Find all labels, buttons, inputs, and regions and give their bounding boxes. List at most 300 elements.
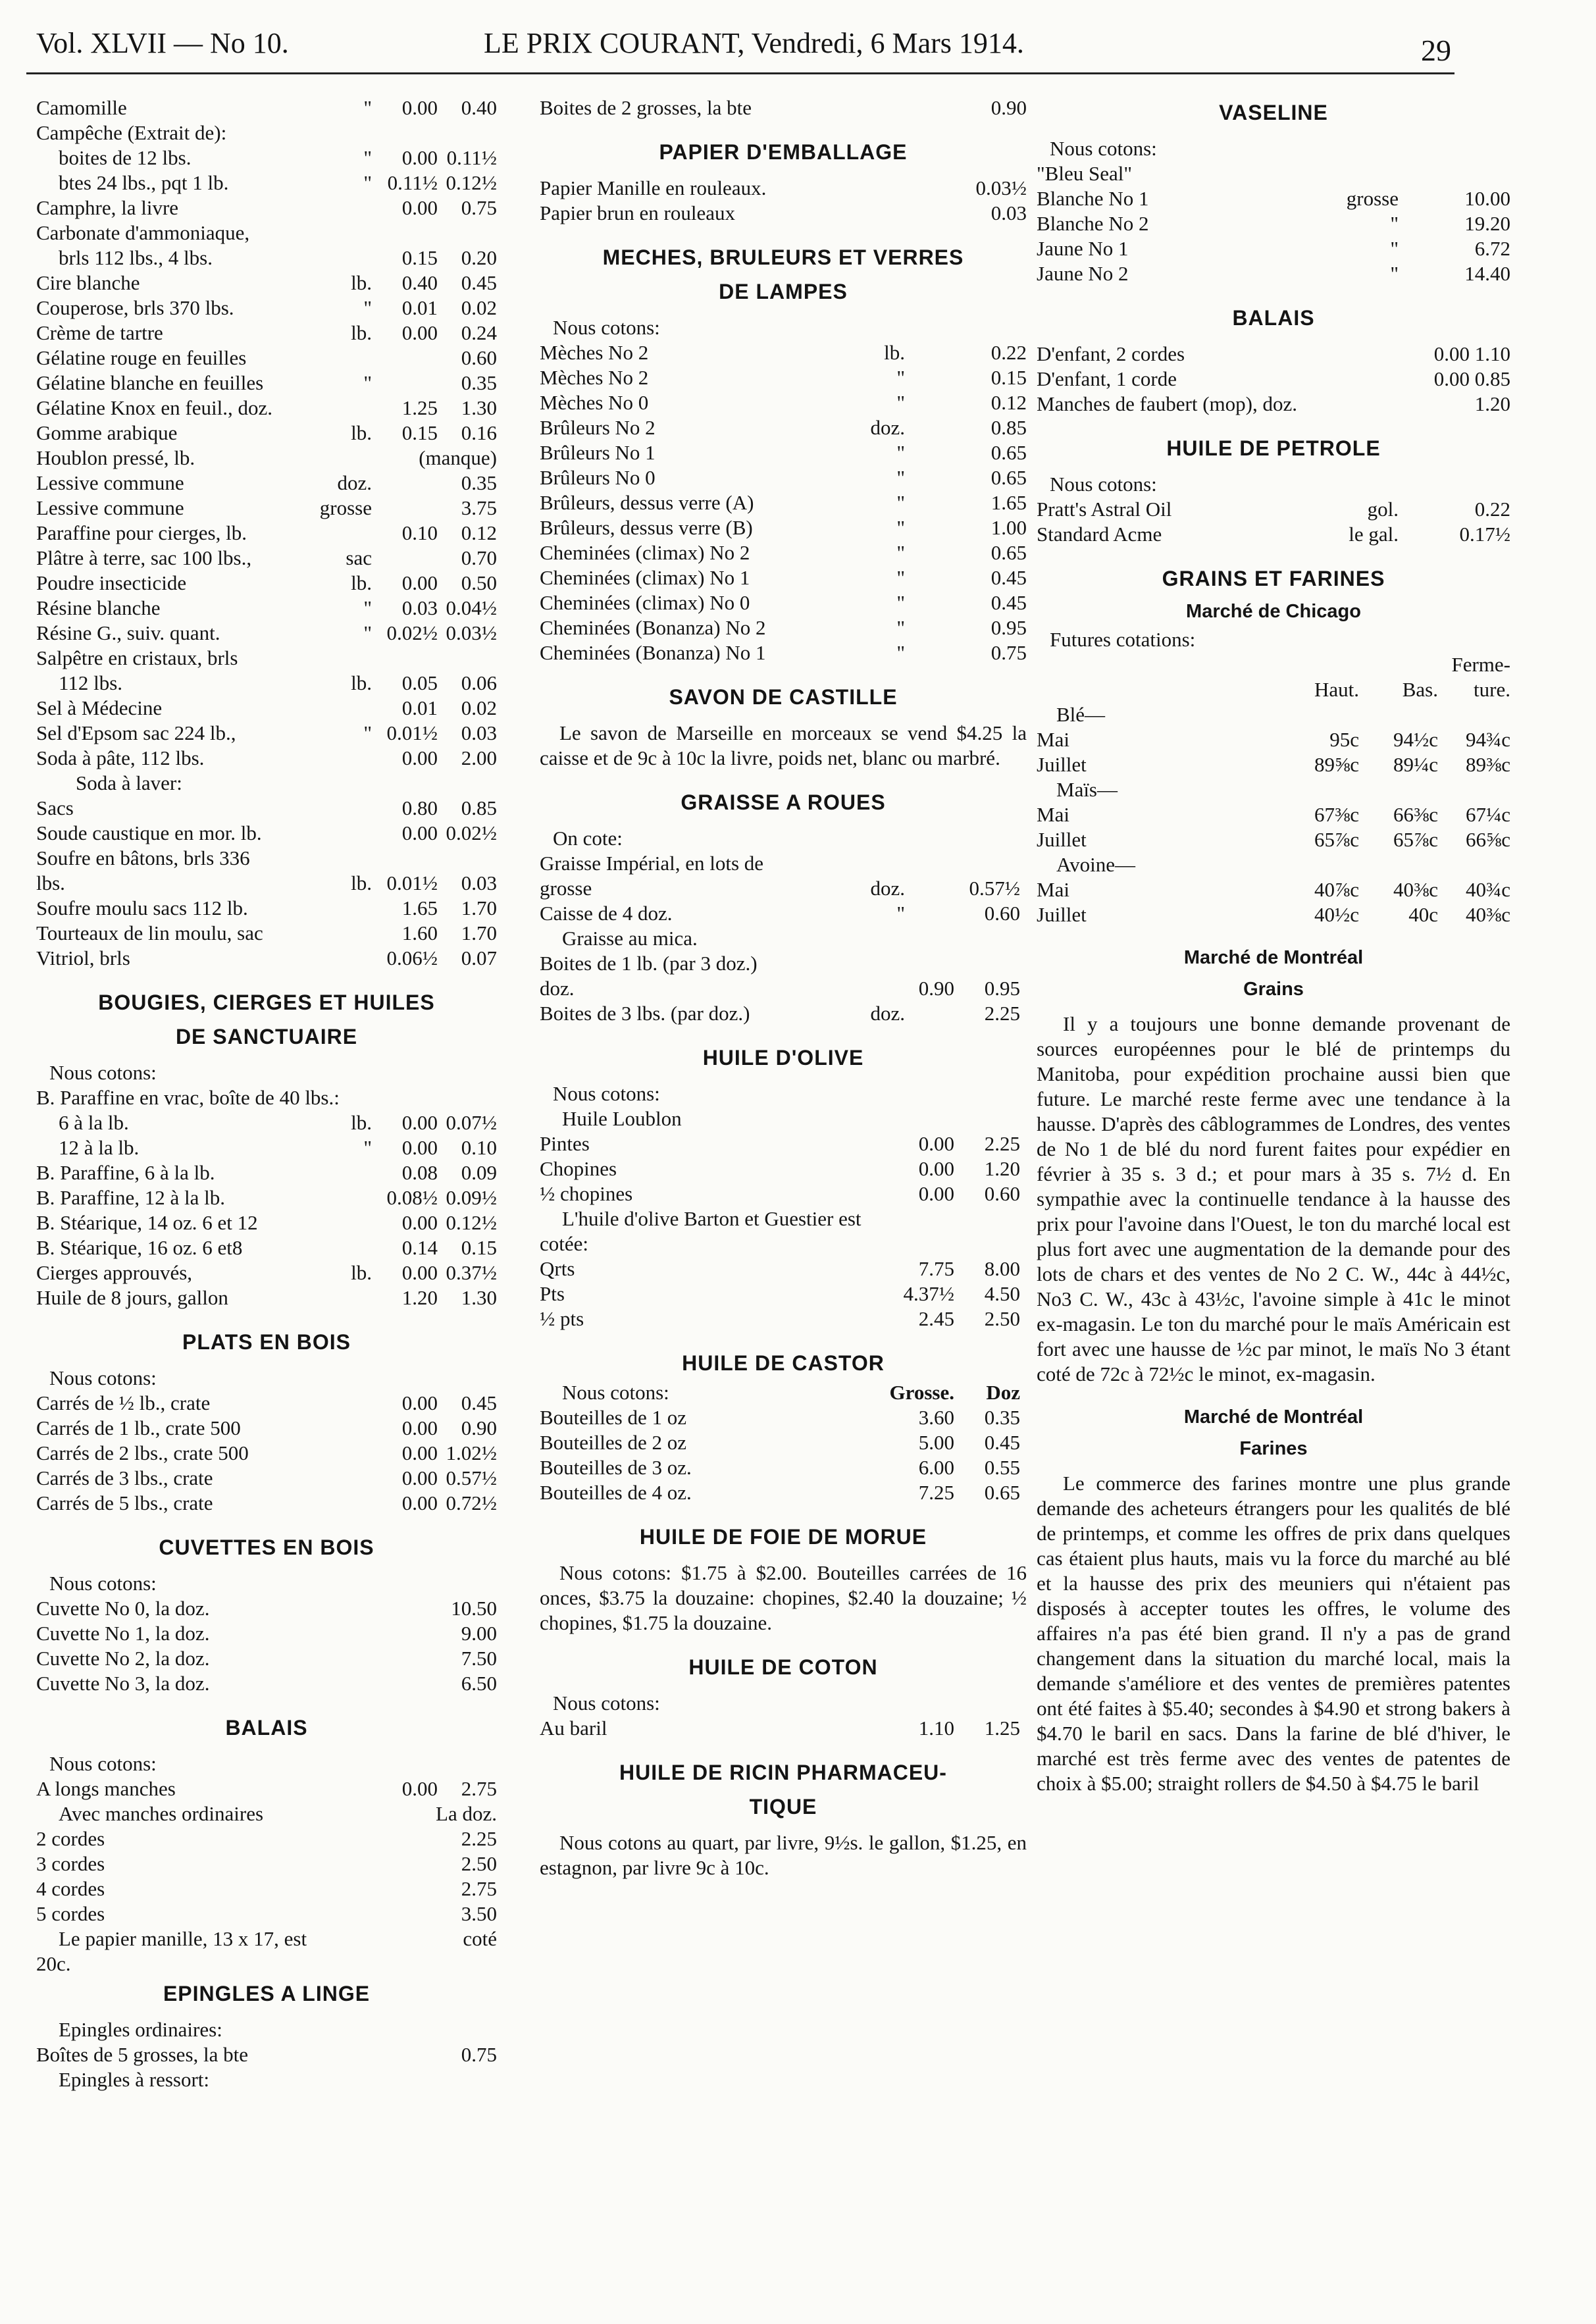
item-price: 0.15	[991, 366, 1027, 389]
item-price: 10.50	[451, 1597, 497, 1620]
item-price: 0.00	[401, 96, 438, 119]
item-label: Cheminées (climax) No 0	[540, 591, 750, 614]
price-row	[36, 2067, 497, 2092]
price-row	[36, 521, 497, 546]
item-label: Carrés de 2 lbs., crate 500	[36, 1441, 249, 1464]
item-price: 2.45	[918, 1307, 954, 1330]
item-label: 2 cordes	[36, 1827, 105, 1850]
item-price: 0.03½	[975, 176, 1027, 199]
item-label: Jaune No 1	[1037, 237, 1129, 260]
item-label: Boites de 2 grosses, la bte	[540, 96, 752, 119]
item-price: 0.00	[401, 1777, 438, 1800]
item-label: Pratt's Astral Oil	[1037, 498, 1172, 521]
item-price: 0.85	[461, 796, 497, 819]
section-heading: HUILE DE PETROLE	[1166, 436, 1381, 460]
item-label: Jaune No 2	[1037, 262, 1129, 285]
price-row	[36, 1466, 497, 1491]
price-row	[36, 1441, 497, 1466]
grain-label: Juillet	[1037, 903, 1087, 926]
item-price: 1.20	[1474, 392, 1510, 415]
item-price: 0.45	[461, 271, 497, 294]
grain-price: 66⅜c	[1393, 803, 1438, 826]
item-unit: "	[363, 146, 372, 169]
item-label: 5 cordes	[36, 1902, 105, 1925]
price-row	[36, 1185, 497, 1210]
item-price: 10.00	[1464, 187, 1510, 210]
item-price: 1.20	[984, 1157, 1020, 1180]
item-price: 1.30	[461, 396, 497, 419]
grain-label: Blé—	[1056, 703, 1106, 726]
item-price: 1.70	[461, 896, 497, 919]
item-price: 0.75	[461, 196, 497, 219]
grain-price: 89⅜c	[1465, 753, 1510, 776]
grain-row	[1037, 802, 1510, 827]
item-unit: "	[363, 621, 372, 644]
item-price: 0.00	[918, 1182, 954, 1205]
item-label: Papier Manille en rouleaux.	[540, 176, 767, 199]
item-price: 0.00	[401, 1416, 438, 1439]
item-label: Soda à laver:	[76, 771, 182, 794]
column-3	[1037, 95, 1510, 1796]
item-unit: "	[896, 366, 905, 389]
item-label: 20c.	[36, 1952, 71, 1975]
item-price: 0.00	[401, 1136, 438, 1159]
item-price: 0.70	[461, 546, 497, 569]
item-price: 0.95	[984, 977, 1020, 1000]
item-price: 0.00	[401, 571, 438, 594]
price-row	[36, 1110, 497, 1135]
item-price: 0.12½	[446, 171, 497, 194]
price-row	[36, 1901, 497, 1926]
intro-text: Nous cotons:	[553, 1082, 660, 1105]
item-price: 2.75	[461, 1777, 497, 1800]
price-row	[540, 1181, 1027, 1206]
item-price: 0.65	[991, 541, 1027, 564]
price-row	[540, 415, 1027, 440]
table-header-row	[540, 1380, 1027, 1405]
item-price: 0.90	[918, 977, 954, 1000]
item-price: 0.95	[991, 616, 1027, 639]
item-label: Brûleurs No 1	[540, 441, 656, 464]
section-heading: DE LAMPES	[719, 280, 848, 303]
item-label: Soude caustique en mor. lb.	[36, 821, 262, 844]
subsection-heading: Farines	[1239, 1438, 1308, 1459]
price-row	[36, 571, 497, 596]
item-unit: lb.	[351, 1111, 372, 1134]
price-row	[540, 1001, 1027, 1026]
item-price: (manque)	[419, 446, 497, 469]
item-price: 2.75	[461, 1877, 497, 1900]
price-row	[36, 1926, 497, 1951]
item-label: 12 à la lb.	[59, 1136, 140, 1159]
item-unit: "	[363, 171, 372, 194]
item-label: Lessive commune	[36, 496, 184, 519]
item-price: 0.00	[401, 321, 438, 344]
item-unit: grosse	[1346, 187, 1399, 210]
paragraph: Nous cotons: $1.75 à $2.00. Bouteilles carrées de 16 onces, $3.75 la douzaine: chopines, $2.40 la douzaine; ½ chopines, $1.75 la douzaine.	[540, 1561, 1027, 1634]
grain-price: 95c	[1329, 728, 1359, 751]
price-row	[36, 1801, 497, 1826]
item-unit: "	[896, 466, 905, 489]
item-price: 0.06½	[386, 946, 438, 969]
item-label: Cheminées (climax) No 1	[540, 566, 750, 589]
item-price: 6.00	[918, 1456, 954, 1479]
item-unit: lb.	[351, 671, 372, 694]
price-row	[36, 771, 497, 796]
item-price: 0.03½	[446, 621, 497, 644]
item-price: 14.40	[1464, 262, 1510, 285]
price-row	[36, 896, 497, 921]
grain-price: 40⅜c	[1465, 903, 1510, 926]
intro-text: Nous cotons:	[49, 1752, 157, 1775]
section-heading: PLATS EN BOIS	[182, 1330, 351, 1354]
item-label: Couperose, brls 370 lbs.	[36, 296, 234, 319]
item-label: Avec manches ordinaires	[59, 1802, 264, 1825]
subsection-heading: Marché de Chicago	[1186, 601, 1361, 622]
price-row	[36, 195, 497, 220]
item-label: A longs manches	[36, 1777, 176, 1800]
item-unit: lb.	[351, 571, 372, 594]
grain-price: 66⅝c	[1465, 828, 1510, 851]
item-label: Camphre, la livre	[36, 196, 179, 219]
item-price: 0.11½	[387, 171, 438, 194]
column-2	[540, 95, 1027, 1880]
item-label: Bouteilles de 4 oz.	[540, 1481, 692, 1504]
paragraph: Il y a toujours une bonne demande provenant de sources européennes pour le blé de printemps du Manitoba, pour expédition prochaine aussi bien que future. Le marché reste ferme avec une tendance à la hausse. D'après des câblogrammes de Londres, des ventes de No 1 de blé du nord furent faites pour expédier en février à 35 s. 3 d.; et pour mars à 35 s. 7½ d. En sympathie avec la continuelle tendance à la hausse des prix pour l'avoine dans l'Ouest, le ton du marché local est plus fort avec une augmentation de la demande pour des lots de chars et des ventes de No 2 C. W., 44c à 44½c, No3 C. W., 43c à 43½c, l'avoine simple à 41c le minot ex-magasin. Le ton du marché pour le maïs Américain est fort avec une hausse de ½c par minot, le maïs No 3 étant coté de 72c à 72½c le minot, ex-magasin.	[1037, 1012, 1510, 1385]
item-label: grosse	[540, 877, 592, 900]
item-price: 0.60	[984, 1182, 1020, 1205]
item-price: 0.45	[461, 1391, 497, 1414]
item-price: 9.00	[461, 1622, 497, 1645]
section-heading: HUILE DE RICIN PHARMACEU-	[619, 1761, 947, 1784]
item-label: D'enfant, 1 corde	[1037, 367, 1177, 390]
item-label: Cire blanche	[36, 271, 140, 294]
grain-row	[1037, 902, 1510, 927]
item-label: 112 lbs.	[59, 671, 123, 694]
price-row	[36, 1260, 497, 1285]
price-row	[36, 346, 497, 371]
intro-text: Nous cotons:	[1050, 137, 1157, 160]
section-heading: HUILE DE FOIE DE MORUE	[639, 1525, 927, 1549]
item-price: 0.01	[401, 696, 438, 719]
item-unit: "	[896, 491, 905, 514]
price-row	[540, 590, 1027, 615]
item-price: 2.25	[984, 1002, 1020, 1025]
item-price: 0.00	[401, 1211, 438, 1234]
grain-price: 67¼c	[1465, 803, 1510, 826]
price-row	[540, 640, 1027, 665]
item-price: 0.09	[461, 1161, 497, 1184]
item-label: Brûleurs, dessus verre (A)	[540, 491, 754, 514]
price-row	[36, 546, 497, 571]
grain-row	[1037, 727, 1510, 752]
price-row	[1037, 497, 1510, 522]
grain-price: 94¾c	[1465, 728, 1510, 751]
item-label: Caisse de 4 doz.	[540, 902, 673, 925]
section-heading: TIQUE	[749, 1795, 817, 1819]
item-price: 6.72	[1474, 237, 1510, 260]
item-unit: "	[363, 371, 372, 394]
item-unit: "	[896, 516, 905, 539]
item-price: 1.25	[984, 1717, 1020, 1740]
column-header: Bas.	[1402, 678, 1438, 701]
item-unit: "	[363, 1136, 372, 1159]
item-price: 0.75	[991, 641, 1027, 664]
section-heading: HUILE DE COTON	[688, 1655, 878, 1679]
price-row	[1037, 186, 1510, 211]
item-price: 0.10	[401, 521, 438, 544]
item-unit: lb.	[351, 321, 372, 344]
price-row	[36, 1085, 497, 1110]
item-price: 1.20	[401, 1286, 438, 1309]
price-row	[36, 271, 497, 296]
price-row	[36, 621, 497, 646]
item-price: 0.00	[401, 1261, 438, 1284]
grain-label: Mai	[1037, 803, 1069, 826]
item-label: Paraffine pour cierges, lb.	[36, 521, 247, 544]
section-heading: BOUGIES, CIERGES ET HUILES	[98, 991, 435, 1014]
item-price: La doz.	[436, 1802, 497, 1825]
price-row	[540, 1480, 1027, 1505]
price-row	[36, 721, 497, 746]
item-price: 0.55	[984, 1456, 1020, 1479]
price-row	[36, 871, 497, 896]
price-row	[540, 926, 1027, 951]
item-label: Pintes	[540, 1132, 590, 1155]
price-row	[1037, 392, 1510, 417]
item-price: 7.75	[918, 1257, 954, 1280]
item-price: 0.72½	[446, 1491, 497, 1514]
item-price: 0.60	[984, 902, 1020, 925]
item-label: Carrés de ½ lb., crate	[36, 1391, 211, 1414]
grain-price: 94½c	[1393, 728, 1438, 751]
item-label: Bouteilles de 2 oz	[540, 1431, 686, 1454]
item-label: Papier brun en rouleaux	[540, 201, 735, 224]
price-row	[540, 1405, 1027, 1430]
item-label: Vitriol, brls	[36, 946, 130, 969]
price-row	[540, 615, 1027, 640]
item-unit: "	[896, 616, 905, 639]
item-label: Sel à Médecine	[36, 696, 163, 719]
price-row	[36, 446, 497, 471]
item-label: lbs.	[36, 871, 65, 894]
price-row	[36, 1951, 497, 1976]
item-price: 0.65	[991, 441, 1027, 464]
item-price: 0.01½	[386, 871, 438, 894]
item-label: B. Paraffine en vrac, boîte de 40 lbs.:	[36, 1086, 340, 1109]
item-price: 0.05	[401, 671, 438, 694]
item-unit: lb.	[351, 871, 372, 894]
item-unit: gol.	[1367, 498, 1399, 521]
item-label: Boites de 3 lbs. (par doz.)	[540, 1002, 750, 1025]
item-price: 19.20	[1464, 212, 1510, 235]
item-price: 0.08	[401, 1161, 438, 1184]
column-header: ture.	[1474, 678, 1510, 701]
column-header: Haut.	[1314, 678, 1359, 701]
item-price: 2.00	[461, 746, 497, 769]
item-label: Camomille	[36, 96, 127, 119]
item-label: Crème de tartre	[36, 321, 163, 344]
price-row	[36, 220, 497, 245]
price-row	[540, 1231, 1027, 1256]
price-row	[36, 846, 497, 871]
price-row	[540, 565, 1027, 590]
grain-price: 67⅜c	[1314, 803, 1359, 826]
item-price: 8.00	[984, 1257, 1020, 1280]
item-price: 0.00 0.85	[1433, 367, 1510, 390]
grain-header-row	[1037, 677, 1510, 702]
item-label: Cuvette No 3, la doz.	[36, 1672, 210, 1695]
price-row	[540, 1106, 1027, 1131]
item-label: cotée:	[540, 1232, 589, 1255]
item-price: 0.10	[461, 1136, 497, 1159]
item-label: Cuvette No 2, la doz.	[36, 1647, 210, 1670]
item-label: Standard Acme	[1037, 523, 1162, 546]
item-label: btes 24 lbs., pqt 1 lb.	[59, 171, 229, 194]
item-price: 0.00	[401, 821, 438, 844]
item-label: Cheminées (climax) No 2	[540, 541, 750, 564]
item-label: Blanche No 2	[1037, 212, 1149, 235]
price-row	[36, 296, 497, 321]
item-unit: "	[1390, 237, 1399, 260]
intro-text: Nous cotons:	[562, 1381, 669, 1404]
item-price: 0.15	[401, 421, 438, 444]
section-heading: BALAIS	[1232, 306, 1315, 330]
item-label: Gélatine blanche en feuilles	[36, 371, 264, 394]
price-row	[1037, 261, 1510, 286]
price-row	[36, 471, 497, 496]
item-price: 0.12½	[446, 1211, 497, 1234]
price-row	[540, 1306, 1027, 1331]
item-price: 0.00	[401, 1111, 438, 1134]
price-row	[36, 95, 497, 120]
item-label: Carbonate d'ammoniaque,	[36, 221, 250, 244]
price-row	[36, 1876, 497, 1901]
item-unit: "	[1390, 212, 1399, 235]
item-label: 6 à la lb.	[59, 1111, 129, 1134]
section-heading: HUILE D'OLIVE	[702, 1046, 864, 1070]
item-unit: le gal.	[1349, 523, 1399, 546]
price-row	[540, 540, 1027, 565]
price-row	[36, 1826, 497, 1851]
item-price: 0.12	[991, 391, 1027, 414]
sub-label	[1037, 161, 1510, 186]
item-price: 7.50	[461, 1647, 497, 1670]
item-label: Graisse au mica.	[562, 927, 698, 950]
grain-label: Maïs—	[1056, 778, 1118, 801]
item-price: 1.70	[461, 921, 497, 944]
item-price: 0.90	[461, 1416, 497, 1439]
price-row	[540, 1281, 1027, 1306]
item-price: 0.35	[461, 471, 497, 494]
item-price: 0.60	[461, 346, 497, 369]
item-price: 0.01	[401, 296, 438, 319]
item-price: 1.65	[991, 491, 1027, 514]
item-label: Cierges approuvés,	[36, 1261, 193, 1284]
item-label: B. Paraffine, 12 à la lb.	[36, 1186, 225, 1209]
item-price: 0.11½	[446, 146, 497, 169]
item-price: 5.00	[918, 1431, 954, 1454]
section-heading: EPINGLES A LINGE	[163, 1982, 371, 2005]
price-row	[36, 496, 497, 521]
item-price: 0.15	[461, 1236, 497, 1259]
item-label: Boîtes de 5 grosses, la bte	[36, 2043, 249, 2066]
intro-text: Nous cotons:	[49, 1061, 157, 1084]
price-row	[36, 421, 497, 446]
price-row	[540, 976, 1027, 1001]
paragraph: Nous cotons au quart, par livre, 9½s. le gallon, $1.25, en estagnon, par livre 9c à 10c.	[540, 1831, 1027, 1879]
item-label: Le papier manille, 13 x 17, est	[59, 1927, 307, 1950]
item-label: Carrés de 1 lb., crate 500	[36, 1416, 241, 1439]
item-label: Gélatine rouge en feuilles	[36, 346, 247, 369]
section-heading: GRAINS ET FARINES	[1162, 567, 1385, 590]
item-price: 4.37½	[903, 1282, 954, 1305]
volume-number: Vol. XLVII — No 10.	[36, 27, 289, 59]
item-price: 3.50	[461, 1902, 497, 1925]
item-unit: lb.	[884, 341, 905, 364]
item-label: Brûleurs, dessus verre (B)	[540, 516, 753, 539]
price-row	[540, 1206, 1027, 1231]
item-unit: grosse	[319, 496, 372, 519]
item-price: 0.37½	[446, 1261, 497, 1284]
grain-label: Mai	[1037, 878, 1069, 901]
item-label: Huile de 8 jours, gallon	[36, 1286, 228, 1309]
item-label: Lessive commune	[36, 471, 184, 494]
price-row	[36, 596, 497, 621]
item-price: 0.20	[461, 246, 497, 269]
price-row	[36, 1391, 497, 1416]
item-price: 0.00	[401, 1466, 438, 1489]
item-price: 0.15	[401, 246, 438, 269]
subsection-heading: Marché de Montréal	[1183, 1407, 1364, 1428]
section-heading: HUILE DE CASTOR	[682, 1351, 885, 1375]
item-unit: "	[363, 721, 372, 744]
item-price: 0.00	[918, 1132, 954, 1155]
item-unit: sac	[346, 546, 372, 569]
grain-row	[1037, 852, 1510, 877]
item-price: 0.00 1.10	[1433, 342, 1510, 365]
item-label: Gomme arabique	[36, 421, 178, 444]
item-price: 0.02	[461, 296, 497, 319]
item-price: 0.85	[991, 416, 1027, 439]
item-price: 1.60	[401, 921, 438, 944]
item-price: 0.00	[401, 1391, 438, 1414]
grain-label: Juillet	[1037, 828, 1087, 851]
item-label: Résine blanche	[36, 596, 161, 619]
item-price: 0.45	[991, 591, 1027, 614]
item-price: coté	[463, 1927, 497, 1950]
price-row	[36, 321, 497, 346]
item-label: Soufre en bâtons, brls 336	[36, 846, 250, 869]
item-price: 0.17½	[1459, 523, 1510, 546]
item-label: Sel d'Epsom sac 224 lb.,	[36, 721, 236, 744]
item-unit: "	[363, 596, 372, 619]
item-label: B. Stéarique, 14 oz. 6 et 12	[36, 1211, 258, 1234]
item-price: 0.00	[401, 1491, 438, 1514]
price-row	[540, 340, 1027, 365]
section-heading: BALAIS	[225, 1716, 308, 1740]
item-price: 1.02½	[446, 1441, 497, 1464]
item-label: Mèches No 0	[540, 391, 649, 414]
paragraph: Le savon de Marseille en morceaux se vend $4.25 la caisse et de 9c à 10c la livre, poids net, blanc ou marbré.	[540, 721, 1027, 769]
section-heading: PAPIER D'EMBALLAGE	[659, 140, 908, 164]
item-unit: "	[896, 902, 905, 925]
price-row	[540, 95, 1027, 120]
item-label: Salpêtre en cristaux, brls	[36, 646, 238, 669]
item-label: Résine G., suiv. quant.	[36, 621, 220, 644]
item-price: 0.04½	[446, 596, 497, 619]
section-heading: DE SANCTUAIRE	[175, 1025, 358, 1048]
